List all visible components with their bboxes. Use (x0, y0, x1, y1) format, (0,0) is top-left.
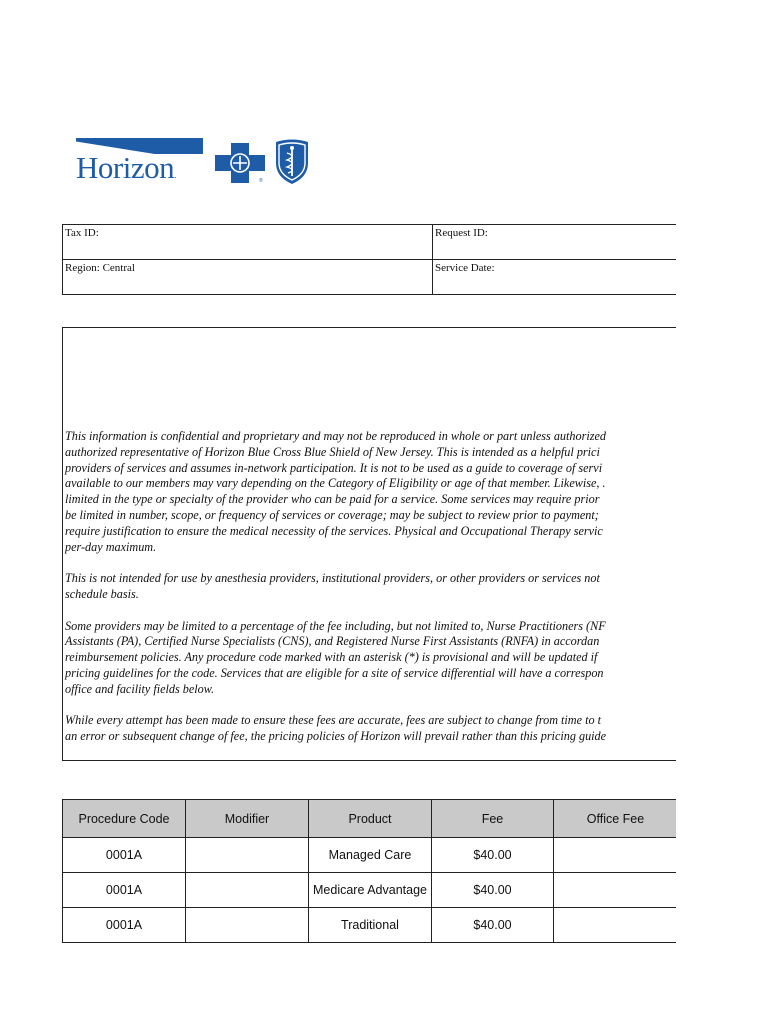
cell-office-fee (554, 873, 678, 908)
notice-text (65, 429, 684, 761)
request-info-table (62, 224, 682, 295)
blue-cross-icon (215, 143, 265, 183)
cell-modifier (186, 873, 309, 908)
header-procedure-code: Procedure Code (63, 800, 186, 838)
confidentiality-notice (62, 327, 684, 761)
svg-text:®: ® (259, 178, 263, 183)
cell-office-fee (554, 908, 678, 943)
page-clip-mask (676, 0, 768, 1024)
notice-paragraph: This information is confidential and proprietary and may not be reproduced in whole or part unless authorized authorized representative of Horizon Blue Cross Blue Shield of New Jersey. This is intended as a helpful prici providers of services and assumes in-network participation. It is not to be used as a guide to coverage of servi available to our members may vary depending on the Category of Eligibility or age of that member. Likewise, . limited in the type or specialty of the provider who can be paid for a service. Some services may require prior be limited in number, scope, or frequency of services or coverage; may be subject to review prior to payment; require justification to ensure the medical necessity of the services. Physical and Occupational Therapy servic per-day maximum. (65, 429, 606, 554)
notice-paragraph: This is not intended for use by anesthesia providers, institutional providers, or other providers or services not schedule basis. (65, 571, 600, 601)
cell-procedure-code: 0001A (63, 908, 186, 943)
cell-fee: $40.00 (432, 873, 554, 908)
cell-fee: $40.00 (432, 908, 554, 943)
cell-procedure-code: 0001A (63, 873, 186, 908)
cell-product: Traditional (309, 908, 432, 943)
header-modifier: Modifier (186, 800, 309, 838)
notice-paragraph: While every attempt has been made to ensure these fees are accurate, fees are subject to change from time to t an error or subsequent change of fee, the pricing policies of Horizon will prevail rather than this pricing guide (65, 713, 607, 744)
notice-paragraph: Some providers may be limited to a percentage of the fee including, but not limited to, Nurse Practitioners (NF Assistants (PA), Certified Nurse Specialists (CNS), and Registered Nurse First Assistants (RNFA) in accordan reimbursement policies. Any procedure code marked with an asterisk (*) is provisional and will be updated if pricing guidelines for the code. Services that are eligible for a site of service differential will have a correspon office and facility fields below. (65, 618, 606, 696)
service-date-field: Service Date: (433, 260, 682, 295)
cell-product: Managed Care (309, 838, 432, 873)
header-product: Product (309, 800, 432, 838)
cell-modifier (186, 908, 309, 943)
table-row (63, 908, 678, 943)
table-header-row (63, 800, 678, 838)
header-office-fee: Office Fee (554, 800, 678, 838)
cell-office-fee (554, 838, 678, 873)
horizon-logo (76, 135, 316, 187)
table-row (63, 873, 678, 908)
header-fee: Fee (432, 800, 554, 838)
cell-product: Medicare Advantage (309, 873, 432, 908)
cell-fee: $40.00 (432, 838, 554, 873)
region-field: Region: Central (63, 260, 433, 295)
fee-schedule-table (62, 799, 678, 943)
blue-shield-icon (272, 139, 312, 185)
logo-wordmark: Horizon. (76, 150, 176, 185)
cell-procedure-code: 0001A (63, 838, 186, 873)
cell-modifier (186, 838, 309, 873)
table-row (63, 838, 678, 873)
request-id-field: Request ID: (433, 225, 682, 260)
tax-id-field: Tax ID: (63, 225, 433, 260)
